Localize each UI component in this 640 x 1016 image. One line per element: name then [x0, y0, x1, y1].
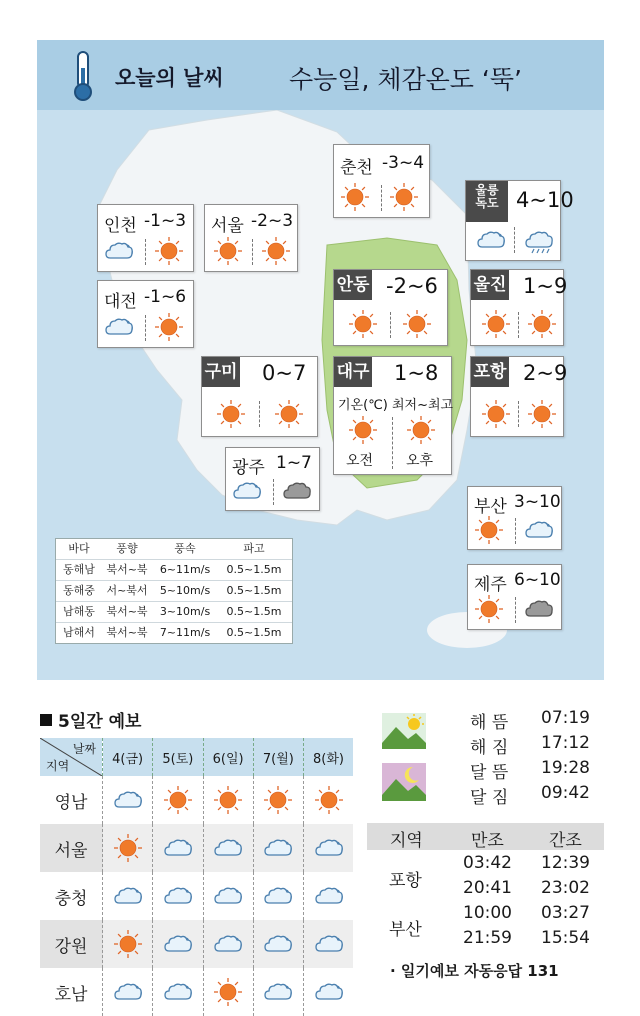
cloudy-icon	[103, 968, 153, 1016]
map-header	[37, 40, 604, 110]
table-cell: 남해서	[63, 626, 95, 639]
city-temp: -2~6	[386, 274, 438, 298]
five-day-forecast-table	[40, 738, 353, 1016]
city-card-pohang	[470, 356, 568, 437]
cloudy-icon	[103, 776, 153, 824]
city-temp: 6~10	[514, 570, 561, 590]
city-name: 부산	[474, 497, 507, 517]
table-header	[40, 738, 353, 776]
cloudy-icon	[153, 968, 203, 1016]
sunny-icon	[527, 399, 557, 429]
sunny-icon	[340, 182, 370, 212]
header-cell: 바다	[68, 542, 90, 555]
day-header: 4(금)	[103, 738, 153, 776]
city-name: 안동	[334, 270, 372, 300]
sunny-icon	[481, 309, 511, 339]
sunset-label: 해 짐	[470, 738, 509, 758]
forecast-hotline: · 일기예보 자동응답 131	[390, 962, 559, 980]
sunny-icon	[203, 968, 253, 1016]
cloudy-icon	[253, 824, 303, 872]
sunny-icon	[527, 309, 557, 339]
header-cell: 만조	[471, 831, 504, 851]
header-cell: 지역	[390, 831, 423, 851]
tide-table-header	[367, 823, 604, 850]
table-row	[56, 602, 292, 623]
table-cell: 서~북서	[106, 584, 148, 597]
headline: 수능일, 체감온도 ‘뚝’	[289, 65, 522, 94]
sunny-icon	[389, 182, 419, 212]
sunny-icon	[103, 920, 153, 968]
cloudy-icon	[104, 312, 134, 342]
sunny-icon	[261, 236, 291, 266]
city-card-ulleung	[465, 180, 574, 261]
table-row	[56, 623, 292, 643]
sunny-icon	[348, 415, 378, 445]
cloudy-icon	[476, 225, 506, 255]
city-card-gwangju	[225, 447, 320, 511]
city-card-daejeon	[97, 280, 194, 348]
city-name: 대구	[334, 357, 372, 387]
city-name: 울진	[471, 270, 509, 300]
sunny-icon	[154, 312, 184, 342]
header-cell: 풍향	[116, 542, 138, 555]
rain-icon	[524, 225, 554, 255]
cloudy-icon	[203, 872, 253, 920]
city-card-andong	[333, 269, 448, 346]
city-temp: 1~9	[523, 274, 568, 298]
table-cell: 6~11m/s	[159, 563, 211, 576]
cloudy-icon	[524, 515, 554, 545]
sunny-icon	[474, 515, 504, 545]
sunrise-icon	[382, 713, 426, 749]
city-temp: 4~10	[516, 188, 574, 212]
cloudy-icon	[153, 872, 203, 920]
cloudy-icon	[153, 824, 203, 872]
sunny-icon	[153, 776, 203, 824]
moonset-label: 달 짐	[470, 788, 509, 808]
day-header: 5(토)	[153, 738, 203, 776]
cloudy-icon	[203, 920, 253, 968]
morning-label: 오전	[346, 453, 374, 469]
page-title: 오늘의 날씨	[115, 66, 224, 90]
cloudy-icon	[153, 920, 203, 968]
square-bullet-icon	[40, 714, 52, 726]
cloudy-icon	[203, 824, 253, 872]
overcast-icon	[524, 594, 554, 624]
city-temp: 2~9	[523, 361, 568, 385]
table-cell: 0.5~1.5m	[226, 626, 282, 639]
sunrise-label: 해 뜸	[470, 713, 509, 733]
cloudy-icon	[304, 872, 354, 920]
cloudy-icon	[253, 920, 303, 968]
table-cell: 북서~북	[106, 605, 148, 618]
region-name: 충청	[54, 888, 88, 909]
tide-high: 20:41	[463, 878, 512, 898]
day-header: 6(일)	[203, 738, 253, 776]
table-row	[40, 968, 353, 1016]
table-cell: 0.5~1.5m	[226, 563, 282, 576]
day-header: 8(화)	[304, 738, 354, 776]
sunny-icon	[213, 236, 243, 266]
moonrise-time: 19:28	[541, 758, 590, 778]
sea-conditions-table	[55, 538, 293, 644]
header-cell: 파고	[243, 542, 265, 555]
city-card-seoul	[204, 204, 298, 272]
city-name: 인천	[104, 216, 137, 236]
thermometer-icon	[71, 50, 95, 102]
sunny-icon	[203, 776, 253, 824]
corner-region-label: 지역	[46, 759, 70, 773]
cloudy-icon	[304, 920, 354, 968]
cloudy-icon	[104, 236, 134, 266]
overcast-icon	[282, 476, 312, 506]
weather-map-panel	[37, 40, 604, 680]
cloudy-icon	[304, 968, 354, 1016]
tide-high: 21:59	[463, 928, 512, 948]
city-card-incheon	[97, 204, 194, 272]
region-name: 강원	[40, 920, 103, 968]
table-row	[56, 581, 292, 602]
sunny-icon	[481, 399, 511, 429]
sunny-icon	[402, 309, 432, 339]
city-name: 포항	[471, 357, 509, 387]
sunny-icon	[474, 594, 504, 624]
city-card-gumi	[201, 356, 318, 437]
moonset-time: 09:42	[541, 783, 590, 803]
tide-low: 03:27	[541, 903, 590, 923]
city-card-daegu	[333, 356, 452, 475]
cloudy-icon	[253, 968, 303, 1016]
header-cell: 간조	[549, 831, 582, 851]
cloudy-icon	[304, 824, 354, 872]
table-cell: 북서~북	[106, 626, 148, 639]
city-temp: 1~8	[394, 361, 439, 385]
region-name: 서울	[40, 824, 103, 872]
sunny-icon	[304, 776, 354, 824]
table-row	[40, 776, 353, 824]
city-card-chuncheon	[333, 144, 430, 218]
tide-low: 15:54	[541, 928, 590, 948]
sunrise-time: 07:19	[541, 708, 590, 728]
region-name: 호남	[54, 984, 88, 1005]
day-header: 7(월)	[253, 738, 303, 776]
sunny-icon	[406, 415, 436, 445]
moonrise-label: 달 뜸	[470, 763, 509, 783]
tide-high: 03:42	[463, 853, 512, 873]
cloudy-icon	[103, 872, 153, 920]
forecast-title	[40, 707, 141, 732]
header-cell: 풍속	[174, 542, 196, 555]
moonrise-icon	[382, 763, 426, 801]
tide-low: 23:02	[541, 878, 590, 898]
table-cell: 3~10m/s	[159, 605, 211, 618]
table-row	[40, 872, 353, 920]
table-header	[56, 539, 292, 560]
cloudy-icon	[253, 872, 303, 920]
city-name: 춘천	[340, 158, 373, 178]
city-name: 울릉 독도	[466, 181, 508, 222]
corner-date-label: 날짜	[72, 742, 96, 756]
sunny-icon	[103, 824, 153, 872]
table-row	[40, 824, 353, 872]
city-temp: 1~7	[276, 453, 312, 473]
sunny-icon	[253, 776, 303, 824]
tide-low: 12:39	[541, 853, 590, 873]
table-cell: 북서~북	[106, 563, 148, 576]
table-cell: 동해중	[63, 584, 95, 597]
tide-region: 부산	[389, 920, 422, 940]
forecast-title-text: 5일간 예보	[58, 712, 142, 732]
city-name: 광주	[232, 458, 265, 478]
city-temp: 3~10	[514, 492, 561, 512]
sunny-icon	[274, 399, 304, 429]
city-temp: -1~6	[144, 287, 187, 307]
sunny-icon	[216, 399, 246, 429]
table-cell: 5~10m/s	[159, 584, 211, 597]
cloudy-icon	[232, 476, 262, 506]
city-card-jeju	[467, 564, 562, 630]
city-card-uljin	[470, 269, 568, 346]
tide-region: 포항	[389, 871, 422, 891]
table-cell: 7~11m/s	[159, 626, 211, 639]
city-name: 제주	[474, 575, 507, 595]
table-cell: 동해남	[63, 563, 95, 576]
city-temp: -2~3	[251, 211, 294, 231]
afternoon-label: 오후	[406, 453, 434, 469]
city-temp: 0~7	[262, 361, 307, 385]
table-cell: 0.5~1.5m	[226, 605, 282, 618]
table-row	[56, 560, 292, 581]
table-row	[40, 920, 353, 968]
city-temp: -1~3	[144, 211, 187, 231]
city-name: 서울	[211, 216, 244, 236]
region-name: 영남	[54, 792, 88, 813]
city-name: 대전	[104, 292, 137, 312]
sunset-time: 17:12	[541, 733, 590, 753]
table-corner	[40, 738, 103, 776]
city-card-busan	[467, 486, 562, 550]
city-name: 구미	[202, 357, 240, 387]
temp-legend-label: 기온(℃) 최저~최고	[338, 398, 454, 413]
tide-high: 10:00	[463, 903, 512, 923]
sunny-icon	[154, 236, 184, 266]
sunny-icon	[348, 309, 378, 339]
table-cell: 0.5~1.5m	[226, 584, 282, 597]
city-temp: -3~4	[382, 153, 425, 173]
table-cell: 남해동	[63, 605, 95, 618]
